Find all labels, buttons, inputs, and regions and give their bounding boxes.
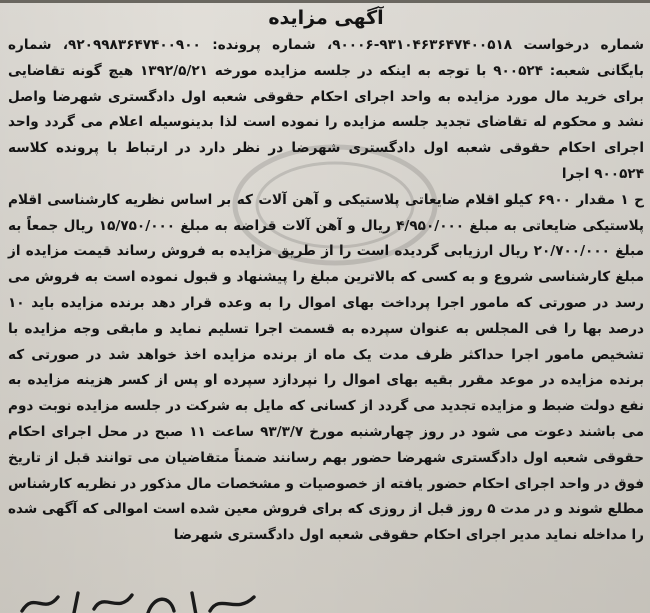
notice-paragraph-1: شماره درخواست ۹۳۱۰۴۶۳۶۴۷۴۰۰۵۱۸-۹۰۰۰۶، شماره پرونده: ۹۲۰۹۹۸۳۶۴۷۴۰۰۹۰۰، شماره بایگانی شعبه: ۹۰۰۵۲۴ با توجه به اینکه در جلسه مزایده مورخه ۱۳۹۲/۵/۲۱ هیچ گونه تقاضایی برای خرید مال مورد مزایده به واحد اجرای احکام حقوقی شعبه اول دادگستری شهرضا واصل نشد و محکوم له تقاضای تجدید جلسه مزایده را نموده است لذا بدینوسیله اعلام می گردد واحد اجرای احکام حقوقی شعبه اول دادگستری شهرضا در نظر دارد در ارتباط با پرونده کلاسه ۹۰۰۵۲۴ اجرا (8, 37, 645, 182)
clipping-top-edge (0, 0, 650, 3)
handwritten-scrawl (14, 585, 264, 613)
notice-body (8, 33, 644, 549)
notice-title: آگهی مزایده (268, 7, 384, 29)
notice-paragraph-2: ح ۱ مقدار ۶۹۰۰ کیلو اقلام ضایعاتی پلاستیکی و آهن آلات که بر اساس نظریه کارشناسی اقلام پلاستیکی ضایعاتی به مبلغ ۴/۹۵۰/۰۰۰ ریال و آهن آلات قراضه به مبلغ ۱۵/۷۵۰/۰۰۰ ریال جمعاً به مبلغ ۲۰/۷۰۰/۰۰۰ ریال ارزیابی گردیده است را از طریق مزایده به فروش رساند قیمت مزایده از مبلغ کارشناسی شروع و به کسی که بالاترین مبلغ را پیشنهاد و قبول نموده است به فروش می رسد در صورتی که مامور اجرا پرداخت بهای اموال را به وعده قرار دهد برنده مزایده باید ۱۰ درصد بها را فی المجلس به عنوان سپرده به قسمت اجرا تسلیم نماید و مابقی وجه مزایده با تشخیص مامور اجرا حداکثر ظرف مدت یک ماه از برنده مزایده اخذ خواهد شد در صورتی که برنده مزایده در موعد مقرر بقیه بهای اموال را نپردازد سپرده او پس از کسر هزینه مزایده به نفع دولت ضبط و مزایده تجدید می گردد از کسانی که مایل به شرکت در جلسه مزایده نوبت دوم می باشند دعوت می شود در روز چهارشنبه مورخ ۹۳/۳/۷ ساعت ۱۱ صبح در محل اجرای احکام حقوقی شعبه اول دادگستری شهرضا حضور بهم رسانند ضمناً متقاضیان می توانند قبل از تاریخ فوق در واحد اجرای احکام حضور یافته از خصوصیات و مشخصات مال مذکور در نظریه کارشناس مطلع شوند و در مدت ۵ روز قبل از روزی که برای فروش معین شده است اموالی که آگهی شده را مداخله نماید مدیر اجرای احکام حقوقی شعبه اول دادگستری شهرضا (8, 191, 645, 544)
